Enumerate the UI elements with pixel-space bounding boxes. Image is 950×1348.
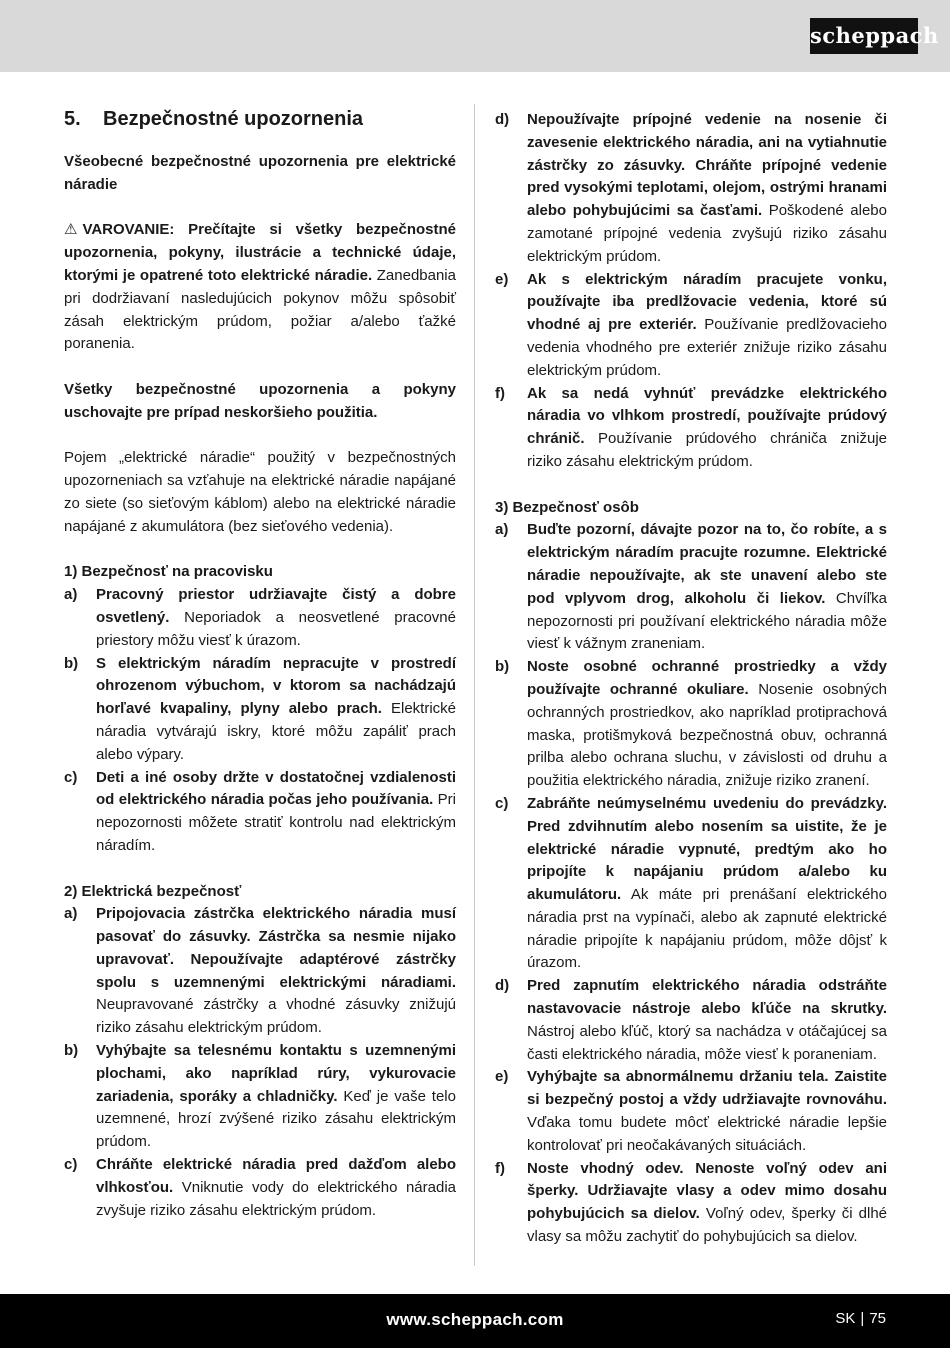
personal-list (495, 519, 887, 1249)
right-column (495, 109, 887, 1249)
general-heading: Všeobecné bezpečnostné upozornenia pre elektrické náradie (64, 153, 456, 193)
list-item: c) Chráňte elektrické náradia pred dažďom alebo vlhkosťou. Vniknutie vody do elektrického náradia zvyšuje riziko zásahu elektrickým prúdom. (64, 1156, 456, 1219)
scheppach-logo: scheppach (810, 18, 918, 54)
warning-normal-text: Zanedbania pri dodržiavaní nasledujúcich pokynov môžu spôsobiť zásah elektrickým prúdom, požiar a/alebo ťažké poranenia. (64, 266, 456, 353)
keep-instructions: Všetky bezpečnostné upozornenia a pokyny uschovajte pre prípad neskoršieho použitia. (64, 380, 456, 421)
workplace-list (64, 584, 456, 858)
workplace-heading: 1) Bezpečnosť na pracovisku (64, 563, 273, 581)
list-item: a) Pracovný priestor udržiavajte čistý a dobre osvetlený. Neporiadok a neosvetlené pracovné priestory môžu viesť k úrazom. (64, 586, 456, 649)
warning-triangle-icon: ⚠ (64, 221, 78, 239)
list-item: b) Vyhýbajte sa telesnému kontaktu s uzemnenými plochami, ako napríklad rúry, vykurovacie zariadenia, sporáky a chladničky. Keď je vaše telo uzemnené, hrozí zvýšené riziko zásahu elektrickým prúdom. (64, 1042, 456, 1151)
page-number: 75 (869, 1310, 886, 1327)
list-item: e) Ak s elektrickým náradím pracujete vonku, používajte iba predlžovacie vedenia, ktoré sú vhodné aj pre exteriér. Používanie predlžovacieho vedenia vhodného pre exteriér znižuje riziko zásahu elektrickým prúdom. (495, 270, 887, 379)
list-item: a) Buďte pozorní, dávajte pozor na to, čo robíte, a s elektrickým náradím pracujte rozumne. Elektrické náradie nepoužívajte, ak ste unavení alebo ste pod vplyvom drog, alkoholu či liekov. Chvíľka nepozornosti pri používaní elektrického náradia môže viesť k vážnym zraneniam. (495, 521, 887, 653)
language-code: SK (835, 1310, 856, 1327)
page-separator: | (860, 1310, 865, 1327)
electrical-list (64, 903, 456, 1222)
section-number: 5. (64, 108, 81, 130)
list-item: b) S elektrickým náradím nepracujte v prostredí ohrozenom výbuchom, v ktorom sa nachádzajú horľavé kvapaliny, plyny alebo prach. Elektrické náradia vytvárajú iskry, ktoré môžu zapáliť prach alebo výpary. (64, 654, 456, 763)
list-item: d) Pred zapnutím elektrického náradia odstráňte nastavovacie nástroje alebo kľúče na skrutky. Nástroj alebo kľúč, ktorý sa nachádza v otáčajúcej sa časti elektrického náradia, môže viesť k poraneniam. (495, 977, 887, 1063)
column-divider (474, 104, 475, 1266)
website-link[interactable]: www.scheppach.com (386, 1310, 564, 1329)
list-item: a) Pripojovacia zástrčka elektrického náradia musí pasovať do zásuvky. Zástrčka sa nesmie nijako upravovať. Nepoužívajte adaptérové zástrčky spolu s uzemnenými elektrickými náradiami. Neupravované zástrčky a vhodné zásuvky znižujú riziko zásahu elektrickým prúdom. (64, 905, 456, 1037)
electrical-heading: 2) Elektrická bezpečnosť (64, 882, 242, 900)
list-item: d) Nepoužívajte prípojné vedenie na nosenie či zavesenie elektrického náradia, ani na vytiahnutie zástrčky zo zásuvky. Chráňte prípojné vedenie pred vysokými teplotami, olejom, ostrými hranami alebo pohybujúcimi sa časťami. Poškodené alebo zamotané prípojné vedenia zvyšujú riziko zásahu elektrickým prúdom. (495, 111, 887, 265)
personal-heading: 3) Bezpečnosť osôb (495, 498, 639, 516)
list-item: e) Vyhýbajte sa abnormálnemu držaniu tela. Zaistite si bezpečný postoj a vždy udržiavajte rovnováhu. Vďaka tomu budete môcť elektrické náradie lepšie kontrolovať pri neočakávaných situáciách. (495, 1068, 887, 1154)
list-item: c) Zabráňte neúmyselnému uvedeniu do prevádzky. Pred zdvihnutím alebo nosením sa uistite, že je elektrické náradie vypnuté, predtým ako ho pripojíte k napájaniu prúdom a/alebo ku akumulátoru. Ak máte pri prenášaní elektrického náradia prst na vypínači, alebo ak zapnuté elektrické náradie pripojíte k napájaniu prúdom, môže dôjsť k úrazom. (495, 794, 887, 972)
header-bar (0, 0, 950, 72)
list-item: f) Noste vhodný odev. Nenoste voľný odev ani šperky. Udržiavajte vlasy a odev mimo dosahu pohybujúcich sa dielov. Voľný odev, šperky či dlhé vlasy sa môžu zachytiť do pohybujúcich sa dielov. (495, 1159, 887, 1246)
list-item: b) Noste osobné ochranné prostriedky a vždy používajte ochranné okuliare. Nosenie osobných ochranných prostriedkov, ako napríklad protiprachová maska, protišmyková bezpečnostná obuv, ochranná prilba alebo ochrana sluchu, v závislosti od druhu a použitia elektrického náradia, znižuje riziko zranení. (495, 658, 887, 790)
electrical-list-continued (495, 109, 887, 474)
page-info (835, 1310, 886, 1327)
warning-bold-text: VAROVANIE: Prečítajte si všetky bezpečnostné upozornenia, pokyny, ilustrácie a technické údaje, ktorými je opatrené toto elektrické náradie. (64, 221, 456, 284)
section-heading (64, 104, 456, 134)
warning-paragraph (64, 219, 456, 356)
section-title: Bezpečnostné upozornenia (103, 108, 364, 130)
left-column (64, 104, 456, 1222)
list-item: c) Deti a iné osoby držte v dostatočnej vzdialenosti od elektrického náradia počas jeho používania. Pri nepozornosti môžete stratiť kontrolu nad elektrickým náradím. (64, 768, 457, 854)
list-item: f) Ak sa nedá vyhnúť prevádzke elektrického náradia vo vlhkom prostredí, používajte prúdový chránič. Používanie prúdového chrániča znižuje riziko zásahu elektrickým prúdom. (495, 384, 887, 470)
term-definition: Pojem „elektrické náradie“ použitý v bezpečnostných upozorneniach sa vzťahuje na elektrické náradie napájané zo siete (so sieťovým káblom) alebo na elektrické náradie napájané z akumulátora (bez sieťového vedenia). (64, 449, 456, 535)
